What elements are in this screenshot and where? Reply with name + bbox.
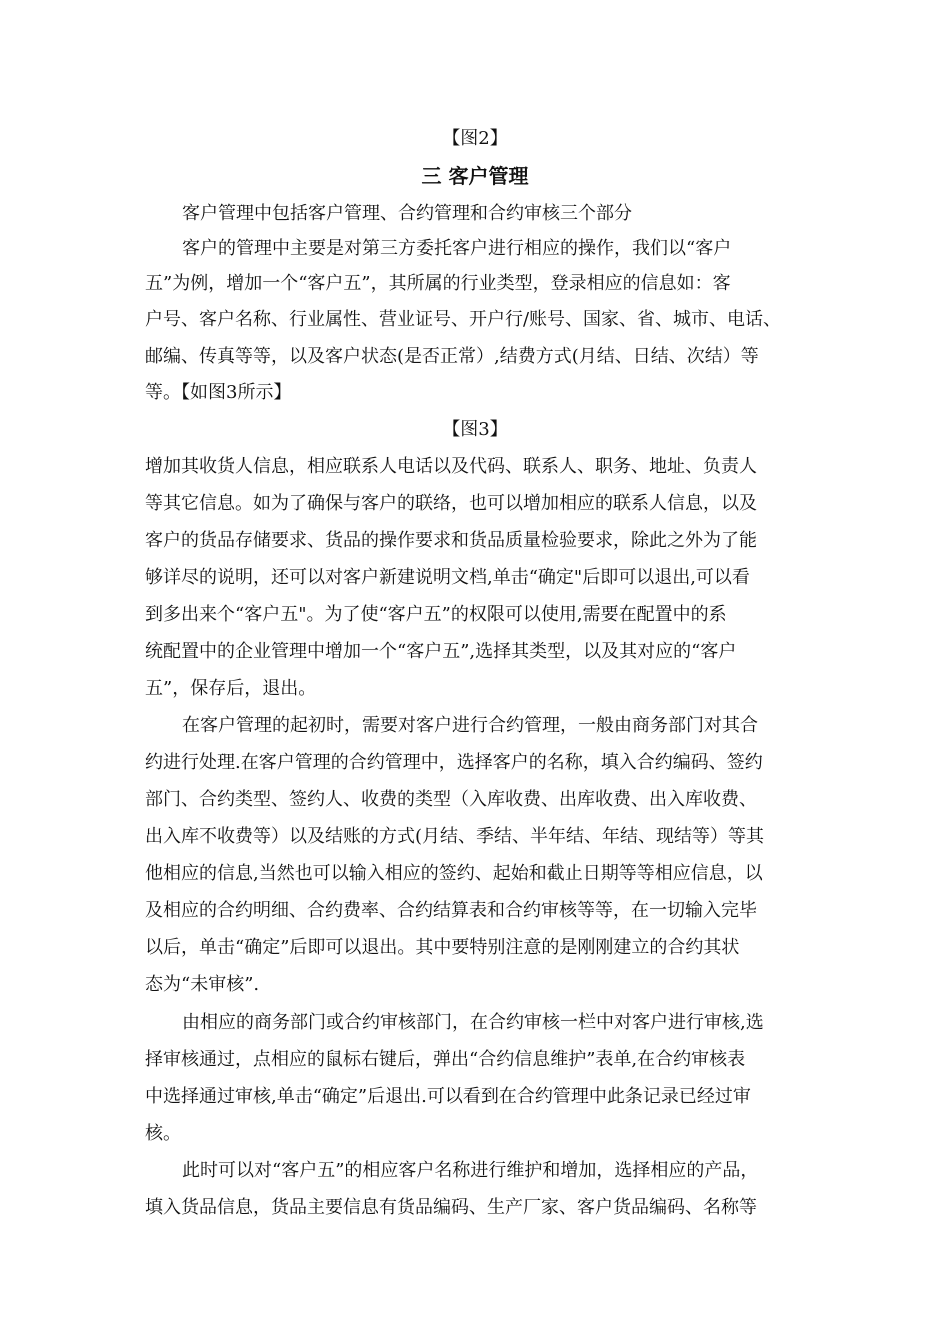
figure-2-caption: 【图2】 xyxy=(442,128,508,149)
text-line: 及相应的合约明细、合约费率、合约结算表和合约审核等等，在一切输入完毕 xyxy=(145,900,757,921)
text-line: 核。 xyxy=(145,1123,181,1144)
text-line: 等其它信息。如为了确保与客户的联络，也可以增加相应的联系人信息，以及 xyxy=(145,493,757,514)
text-line: 等。【如图3所示】 xyxy=(145,382,292,403)
text-line: 客户的货品存储要求、货品的操作要求和货品质量检验要求，除此之外为了能 xyxy=(145,530,757,551)
text-line: 在客户管理的起初时，需要对客户进行合约管理，一般由商务部门对其合 xyxy=(182,715,758,736)
figure-3-caption: 【图3】 xyxy=(442,419,508,440)
text-line: 以后，单击“确定”后即可以退出。其中要特别注意的是刚刚建立的合约其状 xyxy=(145,937,740,958)
text-line: 客户管理中包括客户管理、合约管理和合约审核三个部分 xyxy=(182,203,632,224)
text-line: 五”为例，增加一个“客户五”，其所属的行业类型，登录相应的信息如：客 xyxy=(145,273,731,294)
text-line: 此时可以对“客户五”的相应客户名称进行维护和增加，选择相应的产品， xyxy=(182,1160,759,1181)
text-line: 出入库不收费等）以及结账的方式(月结、季结、半年结、年结、现结等）等其 xyxy=(145,826,765,847)
text-line: 五”，保存后，退出。 xyxy=(145,678,317,699)
text-line: 由相应的商务部门或合约审核部门，在合约审核一栏中对客户进行审核,选 xyxy=(182,1012,764,1033)
text-line: 户号、客户名称、行业属性、营业证号、开户行/账号、国家、省、城市、电话、 xyxy=(145,309,782,330)
text-line: 约进行处理.在客户管理的合约管理中，选择客户的名称，填入合约编码、签约 xyxy=(145,752,763,773)
text-line: 态为“未审核”. xyxy=(145,974,260,995)
text-line: 他相应的信息,当然也可以输入相应的签约、起始和截止日期等等相应信息，以 xyxy=(145,863,763,884)
text-line: 增加其收货人信息，相应联系人电话以及代码、联系人、职务、地址、负责人 xyxy=(145,456,757,477)
text-line: 择审核通过，点相应的鼠标右键后，弹出“合约信息维护”表单,在合约审核表 xyxy=(145,1049,746,1070)
text-line: 邮编、传真等等，以及客户状态(是否正常）,结费方式(月结、日结、次结）等 xyxy=(145,346,759,367)
section-heading: 三 客户管理 xyxy=(421,164,529,188)
text-line: 够详尽的说明，还可以对客户新建说明文档,单击“确定"后即可以退出,可以看 xyxy=(145,567,750,588)
text-line: 部门、合约类型、签约人、收费的类型（入库收费、出库收费、出入库收费、 xyxy=(145,789,757,810)
text-line: 填入货品信息，货品主要信息有货品编码、生产厂家、客户货品编码、名称等 xyxy=(145,1197,757,1218)
text-line: 到多出来个“客户五"。为了使“客户五”的权限可以使用,需要在配置中的系 xyxy=(145,604,727,625)
text-line: 客户的管理中主要是对第三方委托客户进行相应的操作，我们以“客户 xyxy=(182,238,732,259)
text-line: 中选择通过审核,单击“确定”后退出.可以看到在合约管理中此条记录已经过审 xyxy=(145,1086,751,1107)
text-line: 统配置中的企业管理中增加一个“客户五”,选择其类型，以及其对应的“客户 xyxy=(145,641,737,662)
